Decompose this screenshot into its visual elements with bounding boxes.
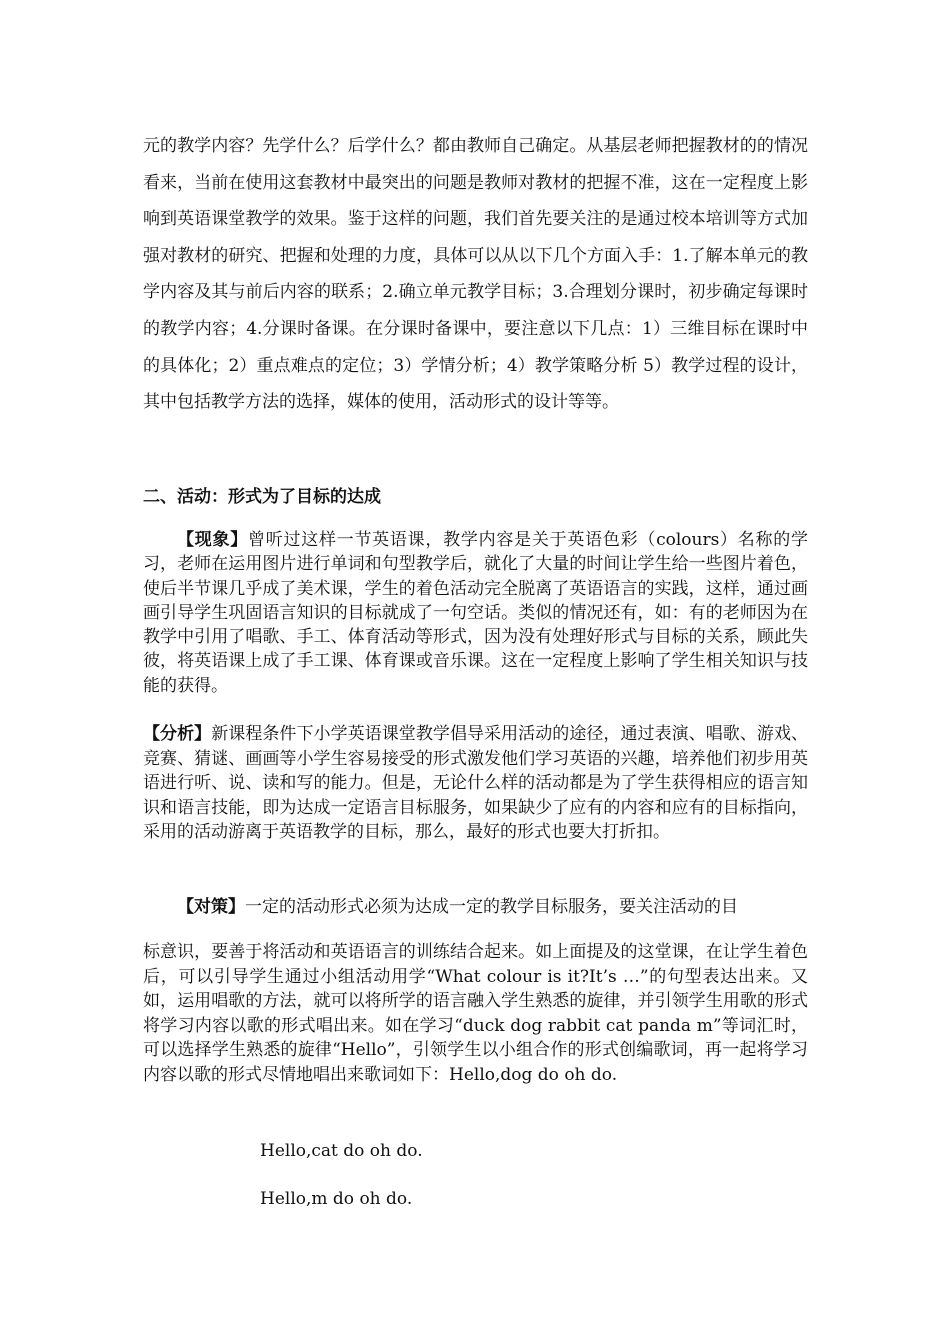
strategy-first-line: 一定的活动形式必须为达成一定的教学目标服务，要关注活动的目 xyxy=(245,897,738,917)
paragraph-strategy-first-line xyxy=(143,895,808,919)
analysis-text: 新课程条件下小学英语课堂教学倡导采用活动的途径，通过表演、唱歌、游戏、竞赛、猜谜、画画等小学生容易接受的形式激发他们学习英语的兴趣，培养他们初步用英语进行听、说、读和写的能力。但是，无论什么样的活动都是为了学生获得相应的语言知识和语言技能，即为达成一定语言目标服务，如果缺少了应有的内容和应有的目标指向，采用的活动游离于英语教学的目标，那么，最好的形式也要大打折扣。 xyxy=(143,724,809,842)
paragraph-strategy: 标意识，要善于将活动和英语语言的训练结合起来。如上面提及的这堂课，在让学生着色后，可以引导学生通过小组活动用学“What colour is it?It’s …”的句型表达出来。又如，运用唱歌的方法，就可以将所学的语言融入学生熟悉的旋律，并引领学生用歌的形式将学习内容以歌的形式唱出来。如在学习“duck dog rabbit cat panda m”等词汇时，可以选择学生熟悉的旋律“Hello”，引领学生以小组合作的形式创编歌词，再一起将学习内容以歌的形式尽情地唱出来歌词如下：Hello,dog do oh do. xyxy=(143,942,808,1085)
phenomenon-marker: 【现象】 xyxy=(177,530,248,550)
section-heading-activities: 二、活动：形式为了目标的达成 xyxy=(143,487,381,507)
paragraph-phenomenon xyxy=(143,528,808,698)
analysis-marker: 【分析】 xyxy=(143,724,212,744)
lyric-line-1: Hello,cat do oh do. xyxy=(260,1141,423,1161)
phenomenon-text: 曾听过这样一节英语课，教学内容是关于英语色彩（colours）名称的学习，老师在运用图片进行单词和句型教学后，就化了大量的时间让学生给一些图片着色，使后半节课几乎成了美术课，学生的着色活动完全脱离了英语语言的实践，这样，通过画画引导学生巩固语言知识的目标就成了一句空话。类似的情况还有，如：有的老师因为在教学中引用了唱歌、手工、体育活动等形式，因为没有处理好形式与目标的关系，顾此失彼，将英语课上成了手工课、体育课或音乐课。这在一定程度上影响了学生相关知识与技能的获得。 xyxy=(143,530,809,696)
paragraph-analysis xyxy=(143,722,808,845)
lyric-line-2: Hello,m do oh do. xyxy=(260,1189,413,1209)
strategy-marker: 【对策】 xyxy=(177,897,245,917)
paragraph-teaching-content: 元的教学内容？先学什么？后学什么？都由教师自己确定。从基层老师把握教材的的情况看来，当前在使用这套教材中最突出的问题是教师对教材的把握不准，这在一定程度上影响到英语课堂教学的效果。鉴于这样的问题，我们首先要关注的是通过校本培训等方式加强对教材的研究、把握和处理的力度，具体可以从以下几个方面入手：1.了解本单元的教学内容及其与前后内容的联系；2.确立单元教学目标；3.合理划分课时，初步确定每课时的教学内容；4.分课时备课。在分课时备课中，要注意以下几点：1）三维目标在课时中的具体化；2）重点难点的定位；3）学情分析；4）教学策略分析 5）教学过程的设计，其中包括教学方法的选择，媒体的使用，活动形式的设计等等。 xyxy=(143,136,808,413)
